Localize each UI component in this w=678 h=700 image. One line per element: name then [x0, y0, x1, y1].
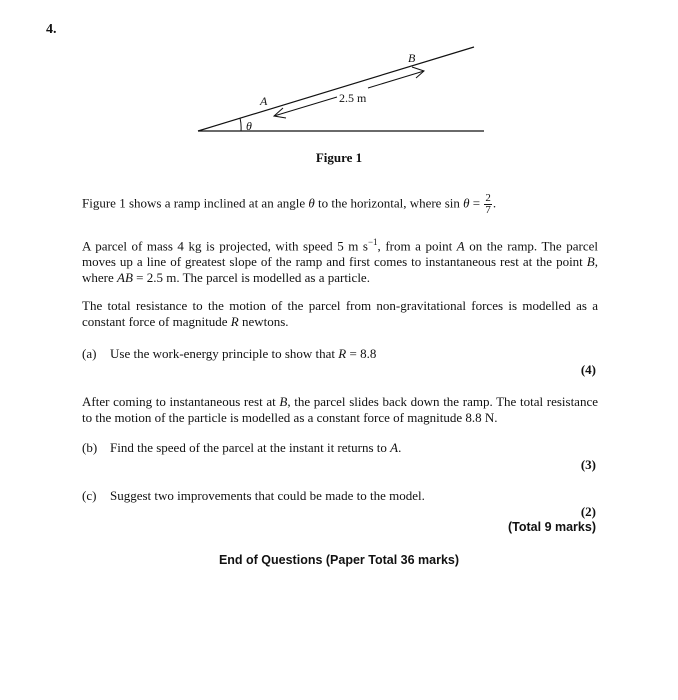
- part-b: (b) Find the speed of the parcel at the instant it returns to A.: [82, 440, 402, 455]
- part-b-marks: (3): [580, 457, 596, 472]
- part-c-marks: (2): [580, 504, 596, 519]
- distance-line-left: [274, 97, 337, 116]
- angle-arc: [240, 118, 241, 131]
- ramp-line: [198, 47, 474, 131]
- paragraph-slide-back: After coming to instantaneous rest at B, the parcel slides back down the ramp. The total resistance to the motion of the particle is modelled as a constant force of magnitude 8.8 N.: [82, 394, 598, 425]
- part-a: (a) Use the work-energy principle to show that R = 8.8: [82, 346, 377, 361]
- distance-label: 2.5 m: [339, 91, 367, 105]
- label-b: B: [408, 51, 416, 65]
- distance-line-right: [368, 71, 424, 88]
- paragraph-resistance: The total resistance to the motion of the parcel from non-gravitational forces is modelled as a constant force of magnitude R newtons.: [82, 298, 598, 329]
- total-marks: (Total 9 marks): [508, 520, 596, 534]
- label-a: A: [260, 94, 268, 108]
- fraction-two-sevenths: $\frac{2}{7}$: [485, 192, 491, 216]
- part-c: (c) Suggest two improvements that could be made to the model.: [82, 488, 425, 503]
- end-of-questions: End of Questions (Paper Total 36 marks): [218, 553, 460, 567]
- question-number: 4.: [46, 22, 57, 37]
- intro-paragraph: Figure 1 shows a ramp inclined at an angle θ to the horizontal, where sin θ = $\frac{2}{7}$ .: [82, 192, 497, 216]
- part-a-marks: (4): [580, 362, 596, 377]
- label-theta: θ: [246, 119, 252, 133]
- figure-caption: Figure 1: [315, 150, 363, 165]
- ramp-figure: [190, 40, 500, 140]
- paragraph-projection: A parcel of mass 4 kg is projected, with speed 5 m $s^{-1}$, from a point A on the ramp. The parcel moves up a line of greatest slope of the ramp and first comes to instantaneous rest at the point B, where AB = 2.5 m. The parcel is modelled as a particle.: [82, 237, 598, 286]
